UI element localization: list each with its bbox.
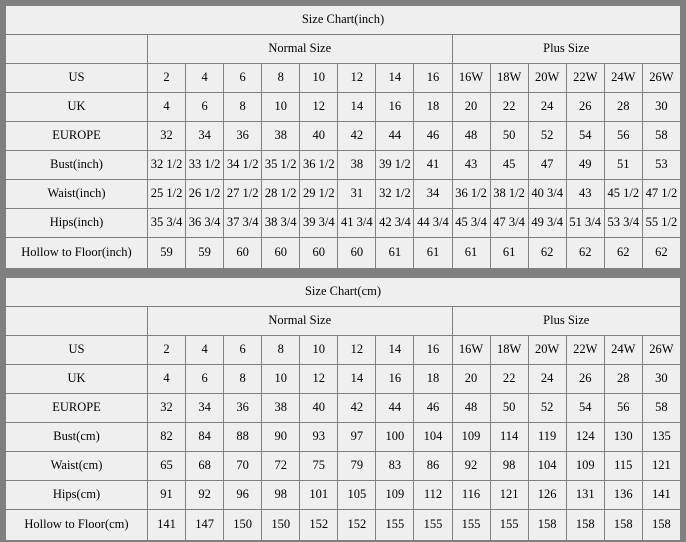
cell-value: 158 — [642, 510, 680, 541]
cell-value: 109 — [452, 423, 490, 452]
cell-value: 155 — [414, 510, 452, 541]
cell-value: 22 — [490, 93, 528, 122]
row-label: UK — [6, 365, 148, 394]
corner-blank-cell — [6, 307, 148, 336]
cell-value: 58 — [642, 394, 680, 423]
cell-value: 22W — [566, 336, 604, 365]
table-row — [6, 180, 681, 209]
cell-value: 53 3/4 — [604, 209, 642, 238]
cell-value: 26W — [642, 336, 680, 365]
cell-value: 126 — [528, 481, 566, 510]
cell-value: 150 — [262, 510, 300, 541]
cell-value: 45 1/2 — [604, 180, 642, 209]
cell-value: 16 — [414, 64, 452, 93]
cell-value: 29 1/2 — [300, 180, 338, 209]
cell-value: 158 — [528, 510, 566, 541]
table-row — [6, 452, 681, 481]
cell-value: 60 — [262, 238, 300, 269]
cell-value: 42 — [338, 122, 376, 151]
cell-value: 75 — [300, 452, 338, 481]
cell-value: 158 — [566, 510, 604, 541]
cell-value: 79 — [338, 452, 376, 481]
cell-value: 54 — [566, 122, 604, 151]
table-row — [6, 151, 681, 180]
cell-value: 44 3/4 — [414, 209, 452, 238]
cell-value: 92 — [452, 452, 490, 481]
cell-value: 24 — [528, 93, 566, 122]
cell-value: 52 — [528, 122, 566, 151]
cell-value: 4 — [148, 365, 186, 394]
chart-title-row — [6, 6, 681, 35]
table-row — [6, 93, 681, 122]
table-row — [6, 336, 681, 365]
cell-value: 121 — [642, 452, 680, 481]
cell-value: 116 — [452, 481, 490, 510]
cell-value: 34 — [186, 394, 224, 423]
cell-value: 16 — [376, 365, 414, 394]
cell-value: 97 — [338, 423, 376, 452]
row-label: Hips(inch) — [6, 209, 148, 238]
chart-group-row — [6, 307, 681, 336]
cell-value: 14 — [376, 64, 414, 93]
cell-value: 115 — [604, 452, 642, 481]
cell-value: 4 — [186, 336, 224, 365]
cell-value: 91 — [148, 481, 186, 510]
table-row — [6, 423, 681, 452]
cell-value: 22W — [566, 64, 604, 93]
cell-value: 16W — [452, 336, 490, 365]
cell-value: 54 — [566, 394, 604, 423]
size-chart-inch-table — [5, 5, 681, 269]
cell-value: 30 — [642, 365, 680, 394]
cell-value: 46 — [414, 394, 452, 423]
cell-value: 38 1/2 — [490, 180, 528, 209]
cell-value: 41 3/4 — [338, 209, 376, 238]
cell-value: 18W — [490, 64, 528, 93]
row-label: Waist(cm) — [6, 452, 148, 481]
cell-value: 56 — [604, 122, 642, 151]
chart-title: Size Chart(inch) — [6, 6, 681, 35]
cell-value: 8 — [262, 336, 300, 365]
cell-value: 60 — [300, 238, 338, 269]
cell-value: 16W — [452, 64, 490, 93]
cell-value: 104 — [528, 452, 566, 481]
cell-value: 152 — [300, 510, 338, 541]
cell-value: 36 — [224, 394, 262, 423]
size-chart-cm-body — [6, 278, 681, 541]
cell-value: 38 3/4 — [262, 209, 300, 238]
cell-value: 56 — [604, 394, 642, 423]
cell-value: 51 3/4 — [566, 209, 604, 238]
cell-value: 34 — [186, 122, 224, 151]
cell-value: 61 — [452, 238, 490, 269]
cell-value: 55 1/2 — [642, 209, 680, 238]
cell-value: 47 3/4 — [490, 209, 528, 238]
cell-value: 14 — [338, 93, 376, 122]
cell-value: 31 — [338, 180, 376, 209]
cell-value: 152 — [338, 510, 376, 541]
cell-value: 6 — [224, 64, 262, 93]
row-label: EUROPE — [6, 394, 148, 423]
cell-value: 38 — [262, 122, 300, 151]
cell-value: 96 — [224, 481, 262, 510]
cell-value: 65 — [148, 452, 186, 481]
group-header-normal-size: Normal Size — [148, 307, 453, 336]
cell-value: 18 — [414, 365, 452, 394]
cell-value: 12 — [300, 93, 338, 122]
cell-value: 24W — [604, 336, 642, 365]
size-chart-cm — [4, 276, 682, 542]
row-label: US — [6, 64, 148, 93]
cell-value: 10 — [300, 64, 338, 93]
cell-value: 70 — [224, 452, 262, 481]
cell-value: 98 — [262, 481, 300, 510]
cell-value: 4 — [186, 64, 224, 93]
cell-value: 36 — [224, 122, 262, 151]
cell-value: 34 1/2 — [224, 151, 262, 180]
cell-value: 44 — [376, 394, 414, 423]
cell-value: 98 — [490, 452, 528, 481]
cell-value: 48 — [452, 394, 490, 423]
cell-value: 32 1/2 — [148, 151, 186, 180]
cell-value: 35 3/4 — [148, 209, 186, 238]
cell-value: 45 3/4 — [452, 209, 490, 238]
cell-value: 104 — [414, 423, 452, 452]
cell-value: 36 1/2 — [300, 151, 338, 180]
cell-value: 20 — [452, 365, 490, 394]
cell-value: 2 — [148, 336, 186, 365]
cell-value: 131 — [566, 481, 604, 510]
cell-value: 61 — [376, 238, 414, 269]
cell-value: 45 — [490, 151, 528, 180]
size-chart-inch — [4, 4, 682, 270]
cell-value: 8 — [224, 93, 262, 122]
cell-value: 109 — [566, 452, 604, 481]
cell-value: 62 — [528, 238, 566, 269]
table-row — [6, 481, 681, 510]
cell-value: 101 — [300, 481, 338, 510]
row-label: UK — [6, 93, 148, 122]
cell-value: 83 — [376, 452, 414, 481]
row-label: Hollow to Floor(inch) — [6, 238, 148, 269]
cell-value: 10 — [262, 365, 300, 394]
row-label: Waist(inch) — [6, 180, 148, 209]
cell-value: 14 — [376, 336, 414, 365]
cell-value: 24 — [528, 365, 566, 394]
cell-value: 121 — [490, 481, 528, 510]
cell-value: 12 — [338, 64, 376, 93]
cell-value: 114 — [490, 423, 528, 452]
cell-value: 2 — [148, 64, 186, 93]
cell-value: 112 — [414, 481, 452, 510]
cell-value: 27 1/2 — [224, 180, 262, 209]
cell-value: 28 1/2 — [262, 180, 300, 209]
cell-value: 155 — [452, 510, 490, 541]
row-label: Hollow to Floor(cm) — [6, 510, 148, 541]
cell-value: 32 — [148, 122, 186, 151]
cell-value: 39 3/4 — [300, 209, 338, 238]
cell-value: 26 — [566, 365, 604, 394]
cell-value: 35 1/2 — [262, 151, 300, 180]
cell-value: 39 1/2 — [376, 151, 414, 180]
cell-value: 4 — [148, 93, 186, 122]
cell-value: 26 1/2 — [186, 180, 224, 209]
cell-value: 10 — [300, 336, 338, 365]
cell-value: 28 — [604, 93, 642, 122]
cell-value: 61 — [490, 238, 528, 269]
row-label: Hips(cm) — [6, 481, 148, 510]
cell-value: 12 — [338, 336, 376, 365]
cell-value: 14 — [338, 365, 376, 394]
cell-value: 82 — [148, 423, 186, 452]
cell-value: 25 1/2 — [148, 180, 186, 209]
cell-value: 40 — [300, 394, 338, 423]
table-row — [6, 209, 681, 238]
table-row — [6, 365, 681, 394]
cell-value: 37 3/4 — [224, 209, 262, 238]
cell-value: 32 — [148, 394, 186, 423]
cell-value: 38 — [262, 394, 300, 423]
group-header-plus-size: Plus Size — [452, 307, 681, 336]
cell-value: 44 — [376, 122, 414, 151]
cell-value: 16 — [376, 93, 414, 122]
cell-value: 61 — [414, 238, 452, 269]
cell-value: 72 — [262, 452, 300, 481]
cell-value: 141 — [642, 481, 680, 510]
cell-value: 141 — [148, 510, 186, 541]
cell-value: 158 — [604, 510, 642, 541]
cell-value: 124 — [566, 423, 604, 452]
cell-value: 40 3/4 — [528, 180, 566, 209]
cell-value: 92 — [186, 481, 224, 510]
cell-value: 30 — [642, 93, 680, 122]
cell-value: 10 — [262, 93, 300, 122]
cell-value: 150 — [224, 510, 262, 541]
cell-value: 135 — [642, 423, 680, 452]
cell-value: 46 — [414, 122, 452, 151]
cell-value: 88 — [224, 423, 262, 452]
cell-value: 47 1/2 — [642, 180, 680, 209]
corner-blank-cell — [6, 35, 148, 64]
chart-title: Size Chart(cm) — [6, 278, 681, 307]
group-header-normal-size: Normal Size — [148, 35, 453, 64]
table-row — [6, 394, 681, 423]
cell-value: 41 — [414, 151, 452, 180]
cell-value: 42 — [338, 394, 376, 423]
cell-value: 62 — [604, 238, 642, 269]
cell-value: 43 — [452, 151, 490, 180]
cell-value: 68 — [186, 452, 224, 481]
cell-value: 22 — [490, 365, 528, 394]
cell-value: 6 — [224, 336, 262, 365]
chart-group-row — [6, 35, 681, 64]
cell-value: 62 — [566, 238, 604, 269]
cell-value: 48 — [452, 122, 490, 151]
cell-value: 38 — [338, 151, 376, 180]
cell-value: 42 3/4 — [376, 209, 414, 238]
table-row — [6, 64, 681, 93]
cell-value: 93 — [300, 423, 338, 452]
cell-value: 18W — [490, 336, 528, 365]
cell-value: 18 — [414, 93, 452, 122]
cell-value: 50 — [490, 394, 528, 423]
cell-value: 86 — [414, 452, 452, 481]
table-row — [6, 122, 681, 151]
cell-value: 100 — [376, 423, 414, 452]
row-label: Bust(inch) — [6, 151, 148, 180]
cell-value: 36 3/4 — [186, 209, 224, 238]
cell-value: 53 — [642, 151, 680, 180]
table-row — [6, 510, 681, 541]
cell-value: 105 — [338, 481, 376, 510]
row-label: EUROPE — [6, 122, 148, 151]
cell-value: 84 — [186, 423, 224, 452]
cell-value: 90 — [262, 423, 300, 452]
cell-value: 50 — [490, 122, 528, 151]
cell-value: 147 — [186, 510, 224, 541]
cell-value: 49 3/4 — [528, 209, 566, 238]
cell-value: 47 — [528, 151, 566, 180]
cell-value: 49 — [566, 151, 604, 180]
cell-value: 59 — [148, 238, 186, 269]
cell-value: 59 — [186, 238, 224, 269]
cell-value: 155 — [490, 510, 528, 541]
cell-value: 12 — [300, 365, 338, 394]
cell-value: 28 — [604, 365, 642, 394]
size-chart-inch-body — [6, 6, 681, 269]
cell-value: 60 — [224, 238, 262, 269]
cell-value: 60 — [338, 238, 376, 269]
cell-value: 52 — [528, 394, 566, 423]
cell-value: 6 — [186, 93, 224, 122]
cell-value: 51 — [604, 151, 642, 180]
cell-value: 20 — [452, 93, 490, 122]
cell-value: 58 — [642, 122, 680, 151]
cell-value: 20W — [528, 64, 566, 93]
cell-value: 155 — [376, 510, 414, 541]
cell-value: 32 1/2 — [376, 180, 414, 209]
cell-value: 43 — [566, 180, 604, 209]
cell-value: 34 — [414, 180, 452, 209]
chart-title-row — [6, 278, 681, 307]
row-label: Bust(cm) — [6, 423, 148, 452]
cell-value: 36 1/2 — [452, 180, 490, 209]
group-header-plus-size: Plus Size — [452, 35, 681, 64]
cell-value: 20W — [528, 336, 566, 365]
cell-value: 8 — [224, 365, 262, 394]
cell-value: 40 — [300, 122, 338, 151]
cell-value: 136 — [604, 481, 642, 510]
cell-value: 24W — [604, 64, 642, 93]
cell-value: 6 — [186, 365, 224, 394]
table-row — [6, 238, 681, 269]
cell-value: 130 — [604, 423, 642, 452]
cell-value: 33 1/2 — [186, 151, 224, 180]
cell-value: 119 — [528, 423, 566, 452]
cell-value: 8 — [262, 64, 300, 93]
cell-value: 109 — [376, 481, 414, 510]
cell-value: 26W — [642, 64, 680, 93]
size-chart-cm-table — [5, 277, 681, 541]
row-label: US — [6, 336, 148, 365]
cell-value: 62 — [642, 238, 680, 269]
cell-value: 26 — [566, 93, 604, 122]
cell-value: 16 — [414, 336, 452, 365]
